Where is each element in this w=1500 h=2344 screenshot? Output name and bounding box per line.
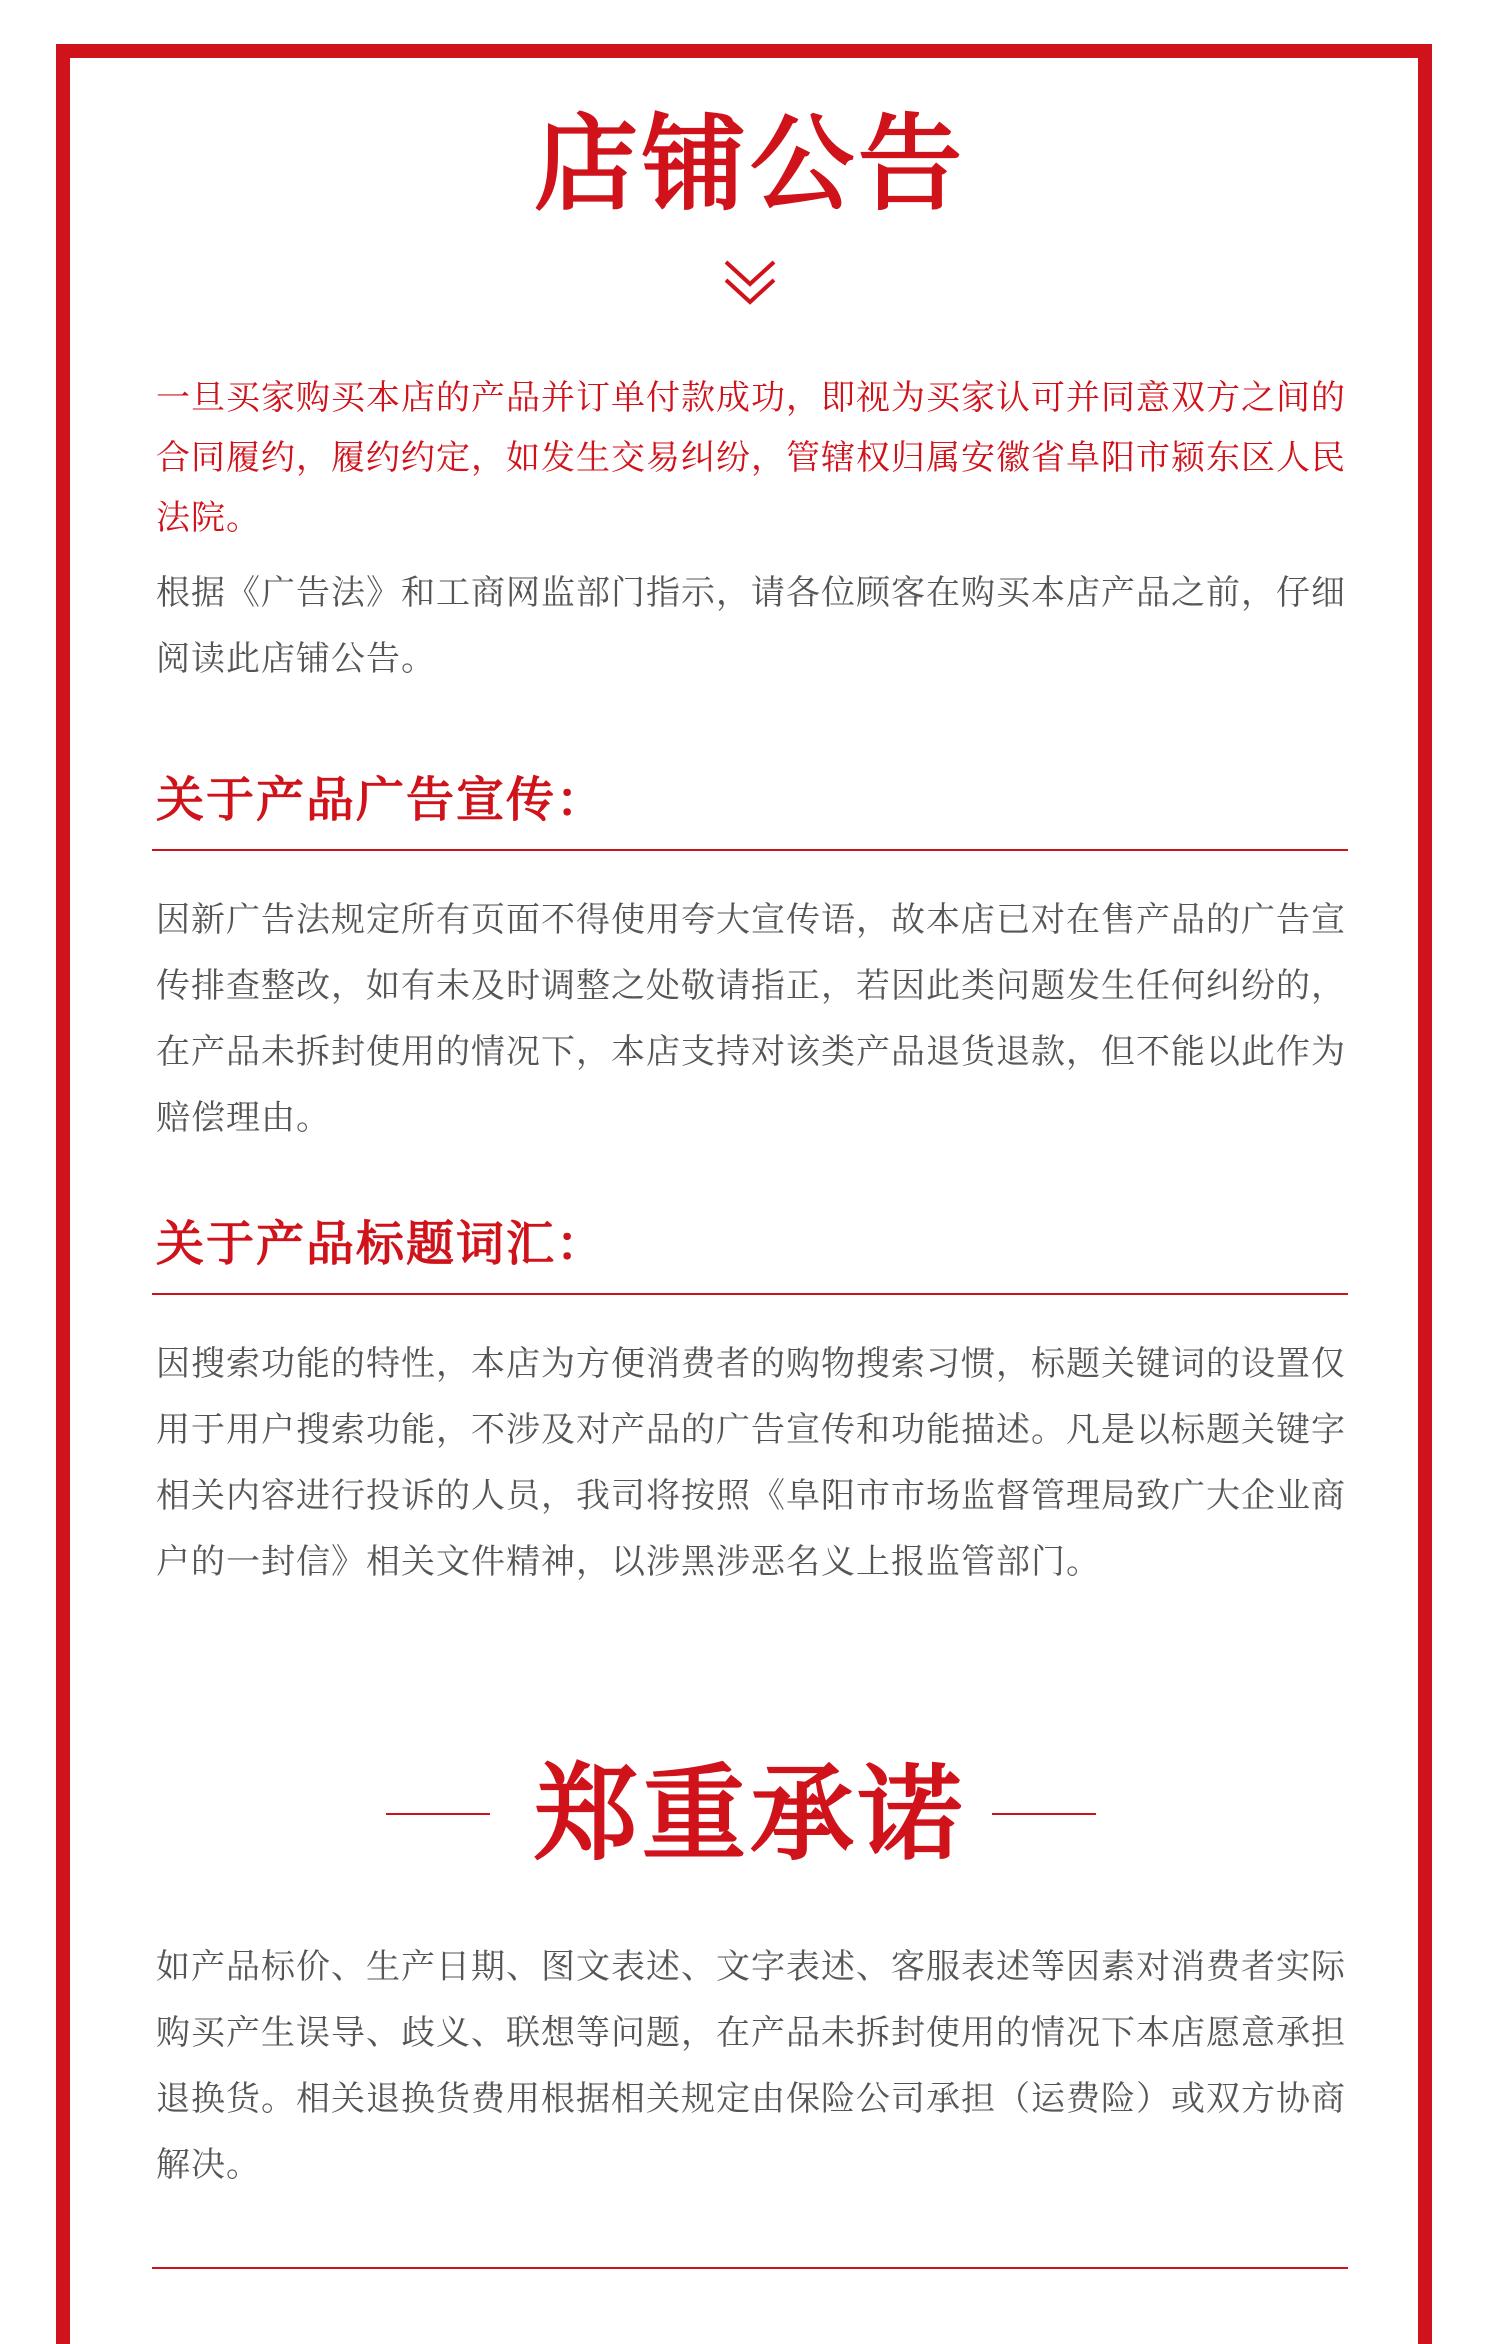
section-heading-title-keywords: 关于产品标题词汇： (156, 1216, 607, 1272)
bottom-divider (152, 2267, 1348, 2269)
section-divider (152, 1293, 1348, 1295)
promise-title: 郑重承诺 (533, 1753, 966, 1875)
promise-title-right-line (992, 1813, 1096, 1815)
section-body-title-keywords: 因搜索功能的特性，本店为方便消费者的购物搜索习惯，标题关键词的设置仅用于用户搜索功能，不涉及对产品的广告宣传和功能描述。凡是以标题关键字相关内容进行投诉的人员，我司将按照《阜阳市市场监督管理局致广大企业商户的一封信》相关文件精神，以涉黑涉恶名义上报监管部门。 (156, 1344, 1346, 1582)
section-body-advertising: 因新广告法规定所有页面不得使用夸大宣传语，故本店已对在售产品的广告宣传排查整改，如有未及时调整之处敬请指正，若因此类问题发生任何纠纷的，在产品未拆封使用的情况下，本店支持对该类产品退货退款，但不能以此作为赔偿理由。 (156, 900, 1346, 1138)
section-divider (152, 849, 1348, 851)
intro-paragraph: 根据《广告法》和工商网监部门指示，请各位顾客在购买本店产品之前，仔细阅读此店铺公告。 (156, 573, 1346, 679)
section-heading-advertising: 关于产品广告宣传： (156, 772, 607, 828)
promise-body: 如产品标价、生产日期、图文表述、文字表述、客服表述等因素对消费者实际购买产生误导、歧义、联想等问题，在产品未拆封使用的情况下本店愿意承担退换货。相关退换货费用根据相关规定由保险公司承担（运费险）或双方协商解决。 (156, 1947, 1346, 2185)
double-chevron-down-icon (720, 258, 780, 310)
jurisdiction-notice: 一旦买家购买本店的产品并订单付款成功，即视为买家认可并同意双方之间的合同履约，履约约定，如发生交易纠纷，管辖权归属安徽省阜阳市颍东区人民法院。 (156, 378, 1346, 538)
announcement-title: 店铺公告 (533, 103, 966, 225)
